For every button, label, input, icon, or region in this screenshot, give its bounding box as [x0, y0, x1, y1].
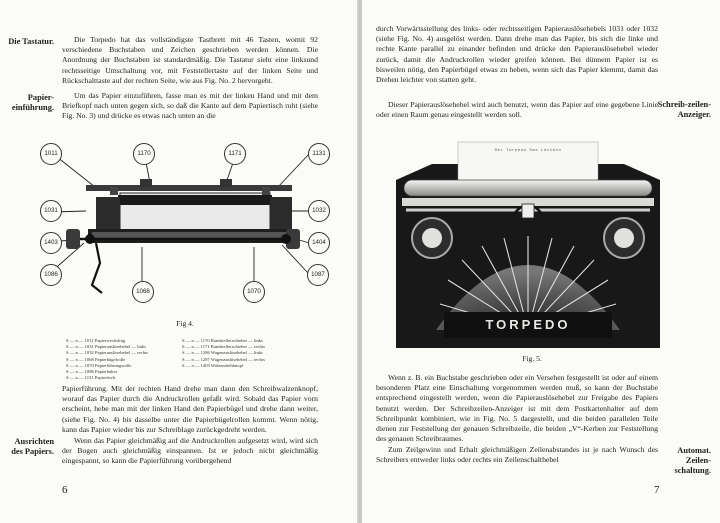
page-number: 6 [62, 484, 68, 496]
callout-1171: 1171 [224, 143, 246, 165]
left-page [0, 0, 358, 523]
legend-entry: S — n — 1011 Papierwechsling [66, 338, 126, 343]
legend-entry: S — n — 1086 Papierhalter [66, 368, 118, 374]
paragraph-papierfuhrung: Papierführung. Mit der rechten Hand drehe man dann den Schreibwalzenknopf, worauf das Papier durch die Andruckrollen gefaßt wird. Sobald das Papier vorn erscheint, hebe man mit der linken Hand den Papierbügel und drehe dann weiter, (siehe Fig. No. 4) bis dasselbe unter die Papierbügelrollen kommt. Wenn nötig, kann das Papier wieder bis zur Schreiblage zurückgedreht werden. [62, 384, 318, 434]
legend-entry: S — n — 1131 Papiertisch [66, 375, 116, 381]
paragraph-papierauslosehebel: Dieser Papierauslösehebel wird auch benutzt, wenn das Papier auf eine gegebene Linie oder einen Raum genau eingestellt werden soll. [376, 100, 658, 120]
callout-1404: 1404 [308, 232, 330, 254]
callout-1031: 1031 [40, 200, 62, 222]
paragraph-ausrichten: Wenn das Papier gleichmäßig auf die Andruckrollen aufgesetzt wird, wird sich der Bogen auch gleichmäßig einspannen. Ist er jedoch nicht gleichmäßig eingespannt, so kann die Papierführung vorübergehend [62, 436, 318, 466]
legend-entry: S — n — 1031 Papierauslösehebel — links [66, 344, 147, 350]
callout-1403: 1403 [40, 232, 62, 254]
side-label-ausrichten: Ausrichten des Papiers. [11, 437, 54, 456]
legend-entry: S — n — 1070 Papierführungsrolle [66, 362, 132, 368]
callout-1170: 1170 [133, 143, 155, 165]
callout-1086: 1086 [40, 264, 62, 286]
legend-entry: S — n — 1286 Wagenauslösehebel — links [182, 350, 263, 356]
paragraph-buchstabe: Wenn z. B. ein Buchstabe geschrieben oder ein Versehen festgestellt ist oder auf einem besonderen Platz eine Einschaltung vorgenommen werden muß, so kann der Buchstabe entsprechend eingestellt werden, wenn die Papierauslösehebel zur Freigabe des Papiers benutzt werden. Der Schreibzeilen-Anzeiger ist mit dem Postkartenhalter auf dem Schreibpunkt kombiniert, wie in Fig. No. 5 dargestellt, und die beiden parallelen Teile dienen zur Feststellung der genauen Schreibzeile, die beiden „V“-Kerben zur Feststellung des genauen Schreibraumes. [376, 373, 658, 444]
figure-4-caption: Fig 4. [176, 319, 194, 328]
callout-1011: 1011 [40, 143, 62, 165]
paragraph-einfuhrung: Um das Papier einzuführen, fasse man es mit der linken Hand und mit dem Briefkopf nach unten gegen sich, so daß die Kante auf dem Papiertisch ruht (siehe Fig. No. 3) und drücke es etwas nach unten an die [62, 91, 318, 121]
figure-4-legend-right [182, 338, 265, 369]
torpedo-brand-plate: TORPEDO [485, 317, 571, 332]
side-label-tastatur: Die Tastatur. [8, 37, 54, 46]
legend-entry: S — n — 1032 Papierauslösehebel — rechts [66, 350, 149, 356]
paragraph-tastatur: Die Torpedo hat das vollständigste Tastbrett mit 46 Tasten, womit 92 verschiedene Buchstaben und Zeichen geschrieben werden können. Die Anordnung der Buchstaben ist standardmäßig. Die Tastatur sieht eine linksund rechtsseitige Umschaltung vor, mit Feststellertaste auf der linken Seite und Rückschalttaste auf der rechten Seite, wie aus Fig. No. 2 hervorgeht. [62, 35, 318, 85]
callout-1070: 1070 [243, 281, 265, 303]
figure-5-caption: Fig. 5. [522, 354, 542, 363]
right-page [362, 0, 720, 523]
page-number: 7 [654, 484, 660, 496]
legend-entry: S — n — 1170 Randstellerschieber — links [182, 338, 263, 343]
legend-entry: S — n — 1068 Papierbügelrolle [66, 356, 126, 362]
legend-entry: S — n — 1287 Wagenauslösehebel — rechts [182, 356, 265, 362]
callout-1087: 1087 [307, 264, 329, 286]
paper-heading-text: Der Torpedo Das Lexikon [494, 149, 562, 153]
callout-1068: 1068 [132, 281, 154, 303]
side-label-zeilenanzeiger: Schreib-zeilen-Anzeiger. [657, 100, 711, 119]
paragraph-papierauslosung: durch Vorwärtsstellung des links- oder rechtsseitigen Papierauslösehebels 1031 oder 1032 (siehe Fig. No. 4) ausgelöst werden. Dann drehe man das Papier, bis sich die linke und rechte Kante parallel zu einander befinden und drücke den Papierauslösehebel wieder zurück, damit die Andruckrollen wieder greifen können. Bei dünnem Papier ist es bisweilen nötig, den Papierbügel etwas zu heben, wenn sich das Papier klemmt, damit das Drehen leichter von statten geht. [376, 24, 658, 85]
legend-entry: S — n — 1171 Randstellerschieber — rechts [182, 344, 265, 350]
side-label-papiereinfuhrung: Papier-einführung. [11, 93, 54, 112]
paragraph-zeilenschaltung: Zum Zeilgewinn und Erhalt gleichmäßigen Zeilenabstandes ist je nach Wunsch des Schreibers entweder links oder rechts ein Zeilenschalthebel [376, 445, 658, 465]
side-label-zeilenschaltung: Automat. Zeilen-schaltung. [674, 446, 711, 475]
callout-1032: 1032 [308, 200, 330, 222]
figure-4-legend-left [66, 338, 148, 381]
callout-1131: 1131 [308, 143, 330, 165]
legend-entry: S — n — 1403 Walzendrehknopf [182, 362, 244, 368]
